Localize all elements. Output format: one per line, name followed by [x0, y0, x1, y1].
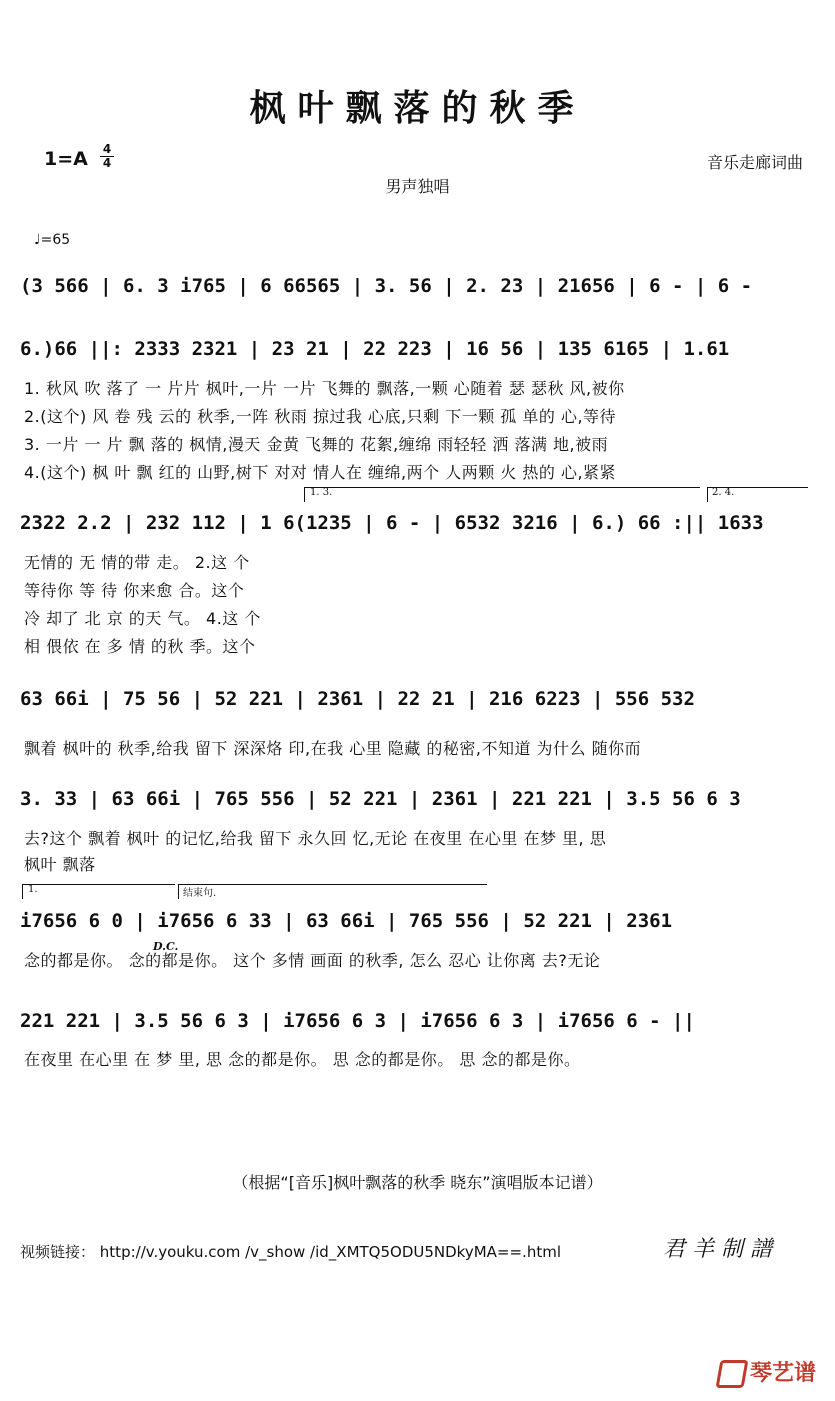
transcriber-signature: 君 羊 制 譜	[663, 1237, 772, 1262]
score-line-3: 2322 2.2 | 232 112 | 1 6(1235 | 6 - | 6532 3216 | 6.) 66 :|| 1633	[20, 512, 764, 534]
ending-bracket-1	[304, 487, 700, 502]
ending-label: 2. 4.	[712, 487, 735, 498]
transcription-credit: （根据“[音乐]枫叶飘落的秋季 晓东”演唱版本记谱）	[232, 1173, 603, 1192]
score-line-2: 6.)66 ||: 2333 2321 | 23 21 | 22 223 | 16 56 | 135 6165 | 1.61	[20, 338, 730, 360]
logo-icon	[716, 1360, 749, 1388]
dc-marking: D.C.	[153, 940, 179, 953]
tempo-marking: ♩=65	[34, 232, 71, 248]
score-line-7: 221 221 | 3.5 56 6 3 | i7656 6 3 | i7656 6 3 | i7656 6 - ||	[20, 1010, 695, 1032]
lyric-line: 去?这个 飘着 枫叶 的记忆,给我 留下 永久回 忆,无论 在夜里 在心里 在梦 里, 思	[24, 829, 607, 848]
lyric-line: 枫叶 飘落	[24, 855, 96, 874]
voice-type: 男声独唱	[385, 177, 450, 196]
ending-label: 1.	[28, 884, 38, 895]
lyric-line: 3. 一片 一 片 飘 落的 枫情,漫天 金黄 飞舞的 花絮,缠绵 雨轻轻 洒 落满 地,被雨	[24, 435, 609, 454]
score-line-5: 3. 33 | 63 66i | 765 556 | 52 221 | 2361 | 221 221 | 3.5 56 6 3	[20, 788, 741, 810]
video-link-url[interactable]: http://v.youku.com /v_show /id_XMTQ5ODU5NDkyMA==.html	[99, 1243, 561, 1261]
video-link	[20, 1241, 561, 1262]
ending-bracket-coda	[178, 884, 487, 899]
lyric-line: 在夜里 在心里 在 梦 里, 思 念的都是你。 思 念的都是你。 思 念的都是你。	[24, 1050, 581, 1069]
lyric-line: 飘着 枫叶的 秋季,给我 留下 深深烙 印,在我 心里 隐藏 的秘密,不知道 为什么 随你而	[24, 739, 642, 758]
score-line-1: (3 566 | 6. 3 i765 | 6 66565 | 3. 56 | 2. 23 | 21656 | 6 - | 6 -	[20, 275, 753, 297]
score-line-6: i7656 6 0 | i7656 6 33 | 63 66i | 765 556 | 52 221 | 2361	[20, 910, 673, 932]
key-signature: 1=A	[44, 148, 88, 170]
page-title: 枫叶飘落的秋季	[249, 87, 586, 129]
composer-credit: 音乐走廊词曲	[706, 153, 803, 172]
score-line-4: 63 66i | 75 56 | 52 221 | 2361 | 22 21 | 216 6223 | 556 532	[20, 688, 695, 710]
ending-label: 结束句.	[183, 888, 217, 899]
site-logo-text: 琴艺谱	[750, 1361, 817, 1386]
lyric-line: 1. 秋风 吹 落了 一 片片 枫叶,一片 一片 飞舞的 飘落,一颗 心随着 瑟 瑟秋 风,被你	[24, 379, 625, 398]
time-signature	[100, 143, 114, 170]
lyric-line: 冷 却了 北 京 的天 气。 4.这 个	[24, 609, 261, 628]
lyric-line: 念的都是你。 念的都是你。 这个 多情 画面 的秋季, 怎么 忍心 让你离 去?无论	[24, 951, 601, 970]
lyric-line: 2.(这个) 风 卷 残 云的 秋季,一阵 秋雨 掠过我 心底,只剩 下一颗 孤 单的 心,等待	[24, 407, 617, 426]
site-logo	[718, 1356, 816, 1388]
lyric-line: 相 偎依 在 多 情 的秋 季。这个	[24, 637, 256, 656]
time-signature-bottom: 4	[102, 156, 112, 170]
video-link-label: 视频链接：	[20, 1243, 96, 1261]
lyric-line: 无情的 无 情的带 走。 2.这 个	[24, 553, 250, 572]
lyric-line: 等待你 等 待 你来愈 合。这个	[24, 581, 245, 600]
time-signature-top: 4	[100, 143, 114, 157]
lyric-line: 4.(这个) 枫 叶 飘 红的 山野,树下 对对 情人在 缠绵,两个 人两颗 火 热的 心,紧紧	[24, 463, 617, 482]
ending-label: 1. 3.	[310, 487, 333, 498]
ending-bracket-first	[22, 884, 175, 899]
